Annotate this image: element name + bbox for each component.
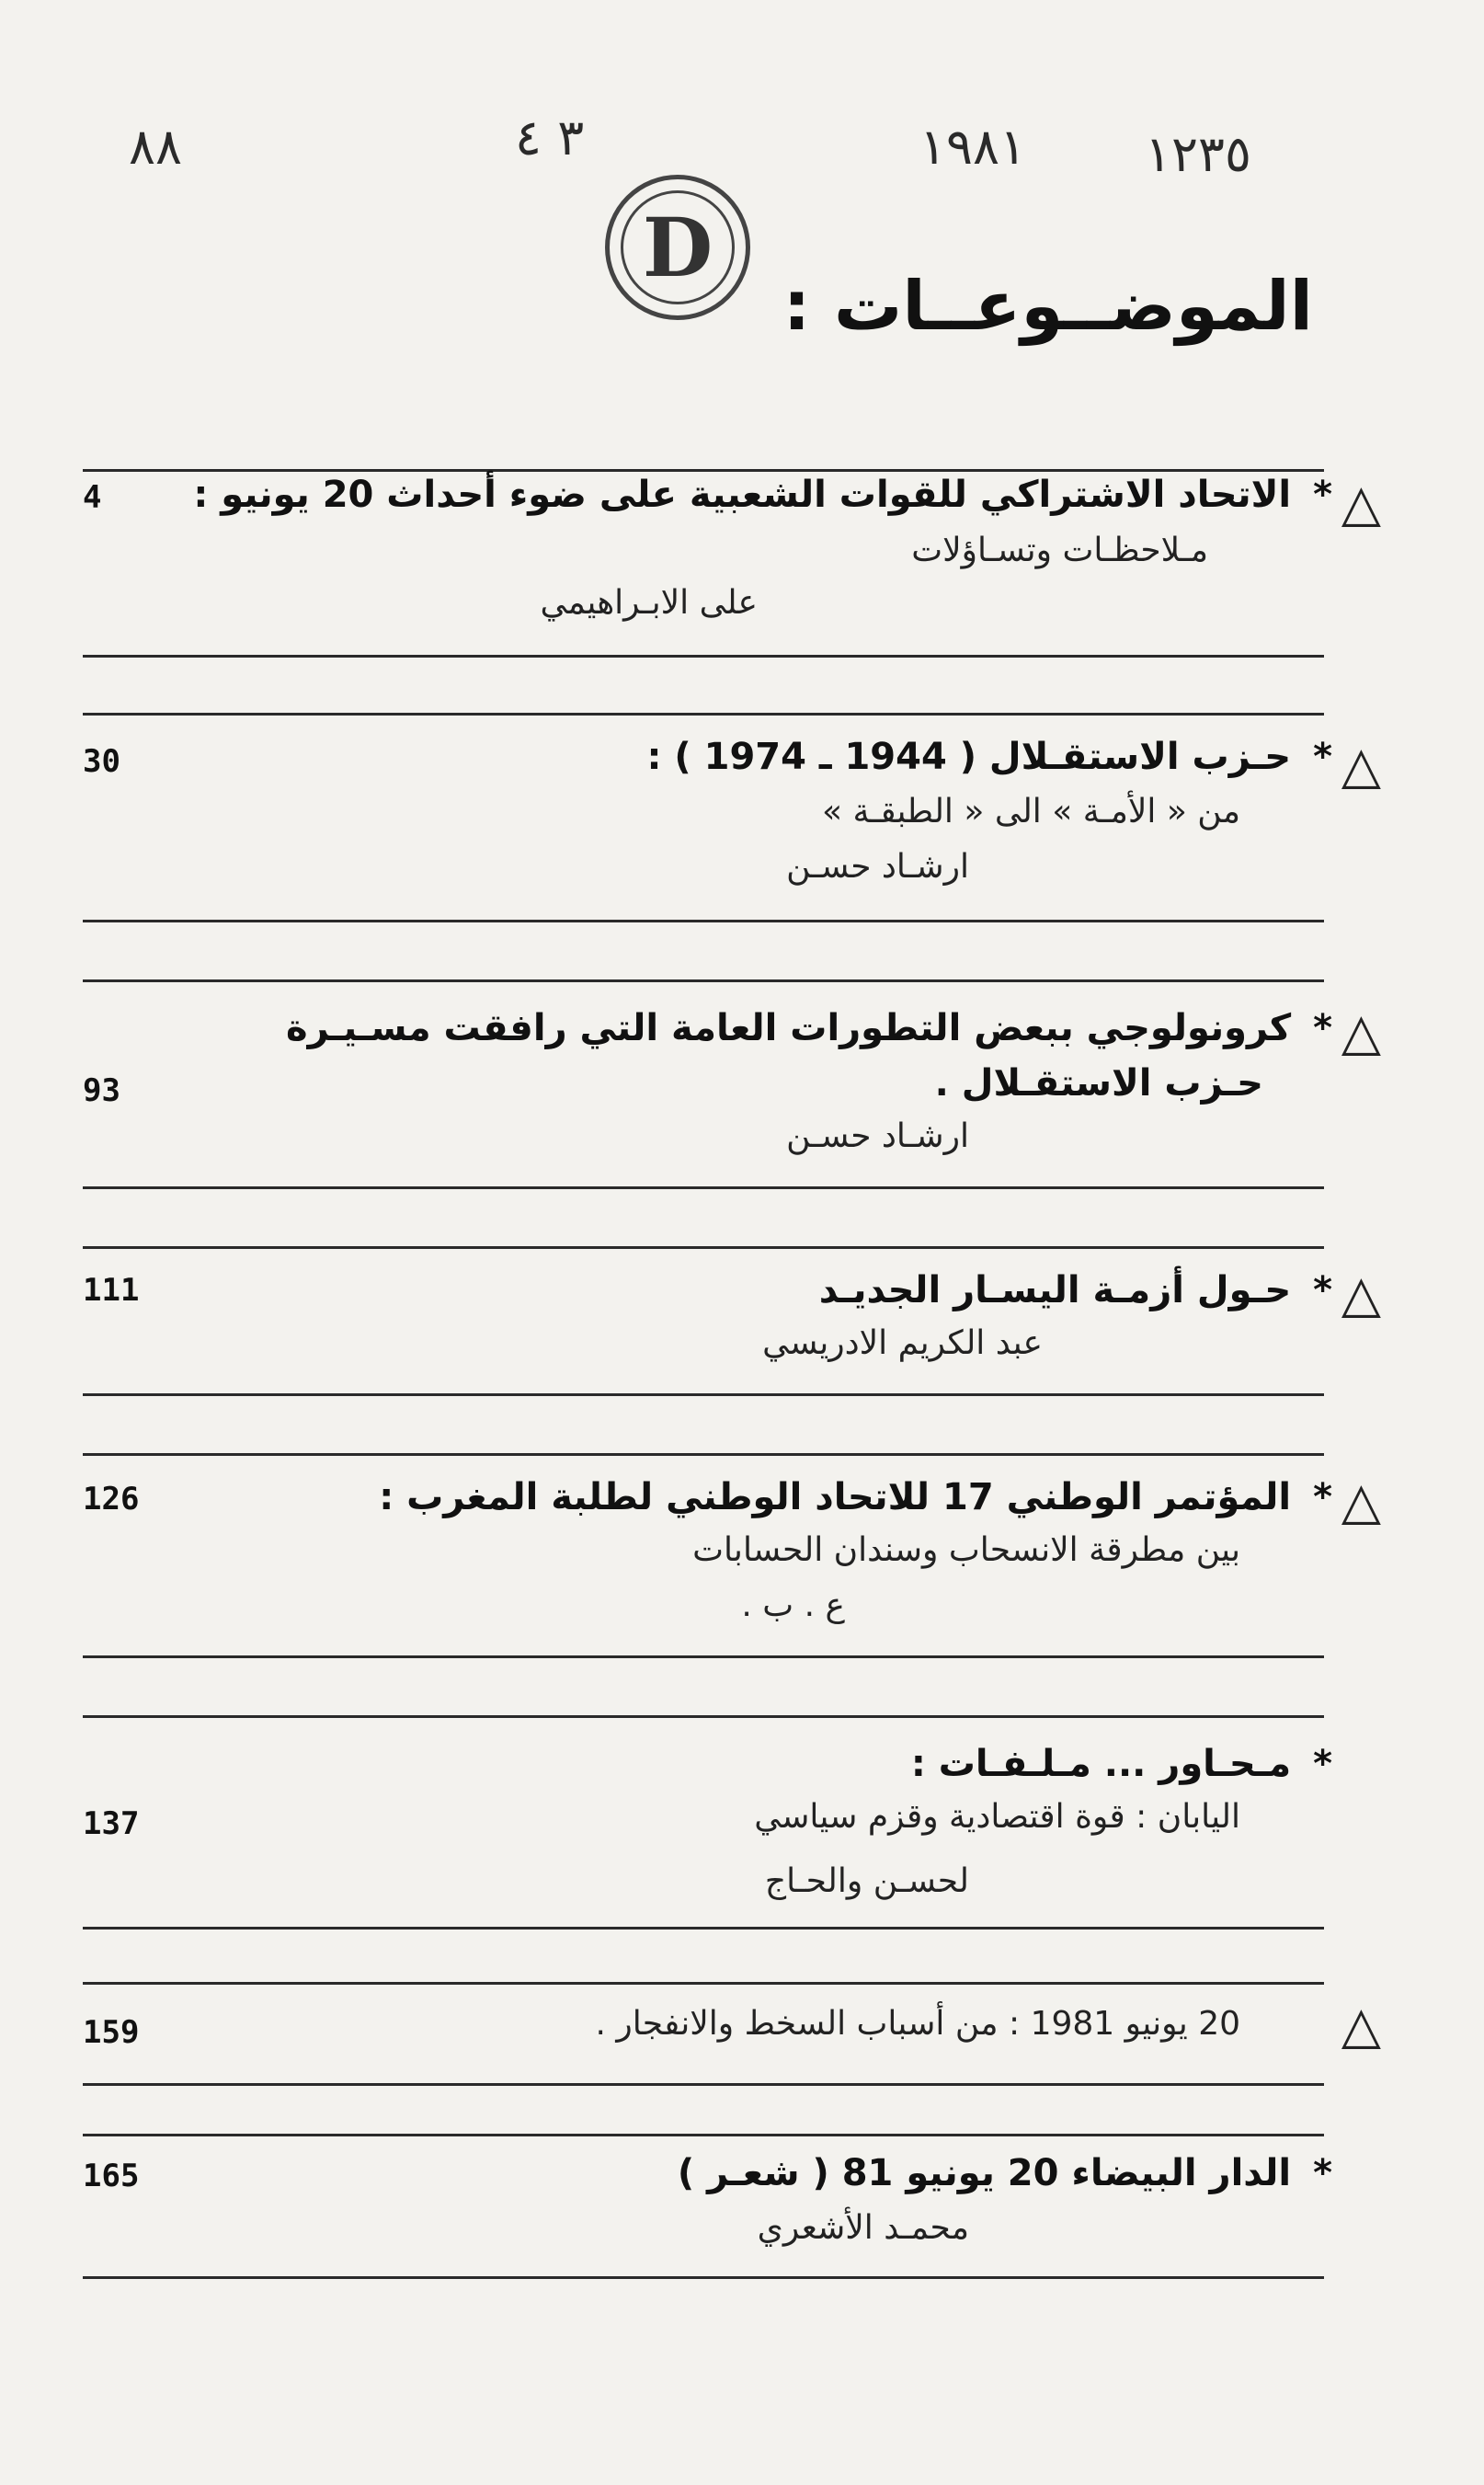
bullet-icon: * (1313, 1476, 1332, 1518)
toc-title: * الاتحاد الاشتراكي للقوات الشعبية على ضوء أحداث 20 يونيو : (193, 474, 1332, 516)
divider (83, 713, 1324, 716)
toc-author: عبد الكريم الادريسي (762, 1324, 1043, 1362)
divider (83, 920, 1324, 922)
page-number: 159 (83, 2014, 140, 2051)
divider (83, 1715, 1324, 1718)
bullet-icon: * (1313, 736, 1332, 778)
divider (83, 1982, 1324, 1985)
bullet-icon: * (1313, 1743, 1332, 1785)
toc-author: على الابـراهيمي (540, 584, 758, 622)
toc-title: * الدار البيضاء 20 يونيو 81 ( شعـر ) (677, 2152, 1332, 2194)
toc-subtitle: بين مطرقة الانسحاب وسندان الحسابات (692, 1531, 1240, 1569)
page-number: 4 (83, 479, 102, 516)
handwritten-note: ٣ ٤ (515, 109, 585, 166)
divider (83, 1453, 1324, 1456)
page-number: 165 (83, 2158, 140, 2194)
divider (83, 1186, 1324, 1189)
handwritten-note: ٨٨ (129, 118, 183, 176)
bullet-icon: * (1313, 474, 1332, 516)
toc-author: ارشـاد حسـن (786, 1117, 969, 1155)
toc-title: * حـزب الاستقـلال ( 1944 ـ 1974 ) : (646, 736, 1332, 778)
triangle-marker-icon: △ (1341, 736, 1381, 796)
library-stamp (605, 175, 750, 320)
toc-title-continued: حـزب الاستقـلال . (934, 1062, 1263, 1105)
triangle-marker-icon: △ (1341, 1265, 1381, 1324)
divider (83, 1927, 1324, 1930)
triangle-marker-icon: △ (1341, 474, 1381, 533)
toc-author: ع . ب . (741, 1586, 845, 1624)
bullet-icon: * (1313, 2152, 1332, 2194)
page-number: 111 (83, 1272, 140, 1309)
page-number: 93 (83, 1072, 120, 1109)
triangle-marker-icon: △ (1341, 1002, 1381, 1062)
toc-title: * مـحـاور ... مـلـفـات : (910, 1743, 1332, 1785)
divider (83, 1393, 1324, 1396)
divider (83, 2276, 1324, 2279)
page-number: 137 (83, 1805, 140, 1842)
toc-title: * كرونولوجي ببعض التطورات العامة التي رافقت مسـيـرة (285, 1007, 1332, 1049)
toc-title: 20 يونيو 1981 : من أسباب السخط والانفجار . (595, 2005, 1240, 2043)
bullet-icon: * (1313, 1269, 1332, 1311)
page-title: الموضــوعــات : (782, 267, 1313, 346)
page-number: 30 (83, 743, 120, 780)
handwritten-note: ١٩٨١ (919, 118, 1027, 176)
toc-title: * المؤتمر الوطني 17 للاتحاد الوطني لطلبة المغرب : (379, 1476, 1332, 1518)
toc-author: محمـد الأشعري (757, 2209, 969, 2247)
toc-title: * حـول أزمـة اليسـار الجديـد (818, 1269, 1332, 1311)
divider (83, 1246, 1324, 1249)
toc-subtitle: اليابان : قوة اقتصادية وقزم سياسي (754, 1798, 1240, 1836)
triangle-marker-icon: △ (1341, 1996, 1381, 2056)
page-number: 126 (83, 1481, 140, 1517)
toc-author: ارشـاد حسـن (786, 848, 969, 886)
bullet-icon: * (1313, 1007, 1332, 1049)
toc-author: لحسـن والحـاج (764, 1862, 969, 1900)
toc-subtitle: مـلاحظـات وتسـاؤلات (911, 532, 1208, 569)
handwritten-note: ١٢٣٥ (1145, 125, 1252, 183)
divider (83, 2134, 1324, 2136)
divider (83, 2083, 1324, 2086)
stamp-letter: D (621, 190, 735, 304)
toc-subtitle: من « الأمـة » الى « الطبقـة » (822, 793, 1240, 830)
divider (83, 1655, 1324, 1658)
divider (83, 469, 1324, 472)
divider (83, 979, 1324, 982)
triangle-marker-icon: △ (1341, 1472, 1381, 1531)
divider (83, 655, 1324, 658)
